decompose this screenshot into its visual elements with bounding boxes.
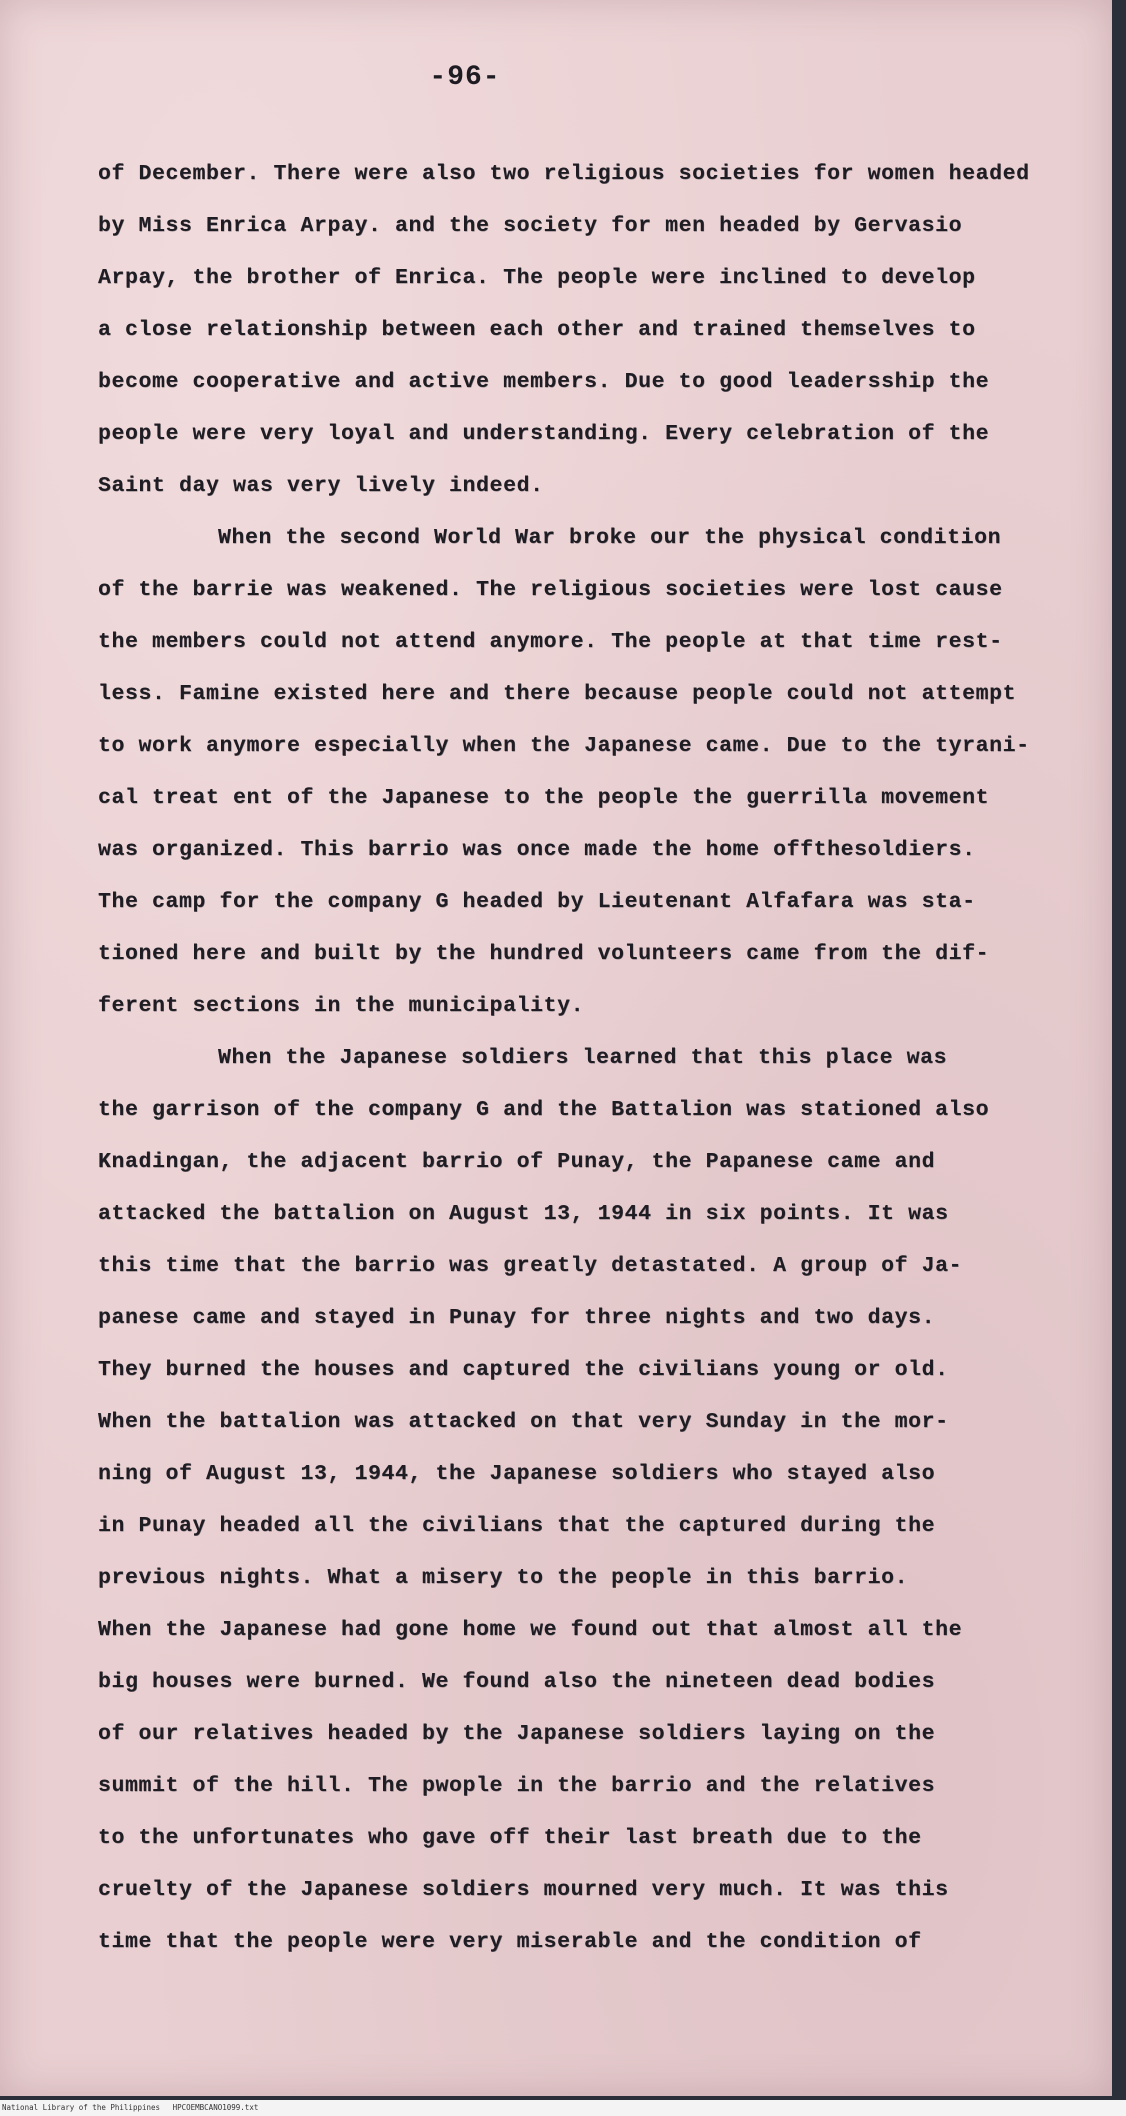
text-line: Knadingan, the adjacent barrio of Punay, the Papanese came and (98, 1150, 936, 1174)
text-line: attacked the battalion on August 13, 1944 in six points. It was (98, 1202, 949, 1226)
text-line: was organized. This barrio was once made the home offthesoldiers. (98, 838, 976, 862)
scan-footer (0, 2100, 1126, 2116)
text-line: Saint day was very lively indeed. (98, 474, 544, 498)
text-line: Arpay, the brother of Enrica. The people were inclined to develop (98, 266, 976, 290)
text-line: of the barrie was weakened. The religious societies were lost cause (98, 578, 1003, 602)
footer-file: HPCOEMBCANO1099.txt (172, 2103, 259, 2112)
text-line: tioned here and built by the hundred volunteers came from the dif- (98, 942, 990, 966)
text-line: to work anymore especially when the Japanese came. Due to the tyrani- (98, 734, 1030, 758)
text-line: by Miss Enrica Arpay. and the society for men headed by Gervasio (98, 214, 963, 238)
page-number: -96- (429, 62, 501, 93)
text-line: of our relatives headed by the Japanese soldiers laying on the (98, 1722, 936, 1746)
paragraph-start-line: When the second World War broke our the physical condition (218, 526, 1002, 550)
text-line: time that the people were very miserable and the condition of (98, 1930, 922, 1954)
text-line: the members could not attend anymore. The people at that time rest- (98, 630, 1003, 654)
paragraph-start-line: When the Japanese soldiers learned that this place was (218, 1046, 948, 1070)
text-line: When the battalion was attacked on that very Sunday in the mor- (98, 1410, 949, 1434)
text-line: people were very loyal and understanding. Every celebration of the (98, 422, 990, 446)
body-text (98, 148, 1028, 1968)
text-line: They burned the houses and captured the civilians young or old. (98, 1358, 949, 1382)
footer-library: National Library of the Philippines (2, 2103, 161, 2112)
text-line: less. Famine existed here and there because people could not attempt (98, 682, 1017, 706)
text-line: ning of August 13, 1944, the Japanese soldiers who stayed also (98, 1462, 936, 1486)
text-line: of December. There were also two religious societies for women headed (98, 162, 1030, 186)
text-line: to the unfortunates who gave off their last breath due to the (98, 1826, 922, 1850)
text-line: panese came and stayed in Punay for three nights and two days. (98, 1306, 936, 1330)
text-line: the garrison of the company G and the Battalion was stationed also (98, 1098, 990, 1122)
text-line: When the Japanese had gone home we found out that almost all the (98, 1618, 963, 1642)
text-line: previous nights. What a misery to the people in this barrio. (98, 1566, 909, 1590)
text-line: summit of the hill. The pwople in the barrio and the relatives (98, 1774, 936, 1798)
text-line: a close relationship between each other and trained themselves to (98, 318, 976, 342)
text-line: cruelty of the Japanese soldiers mourned very much. It was this (98, 1878, 949, 1902)
text-line: cal treat ent of the Japanese to the people the guerrilla movement (98, 786, 990, 810)
text-line: The camp for the company G headed by Lieutenant Alfafara was sta- (98, 890, 976, 914)
text-line: big houses were burned. We found also the nineteen dead bodies (98, 1670, 936, 1694)
text-line: become cooperative and active members. Due to good leadersship the (98, 370, 990, 394)
text-line: ferent sections in the municipality. (98, 994, 585, 1018)
text-line: in Punay headed all the civilians that the captured during the (98, 1514, 936, 1538)
text-line: this time that the barrio was greatly detastated. A group of Ja- (98, 1254, 963, 1278)
